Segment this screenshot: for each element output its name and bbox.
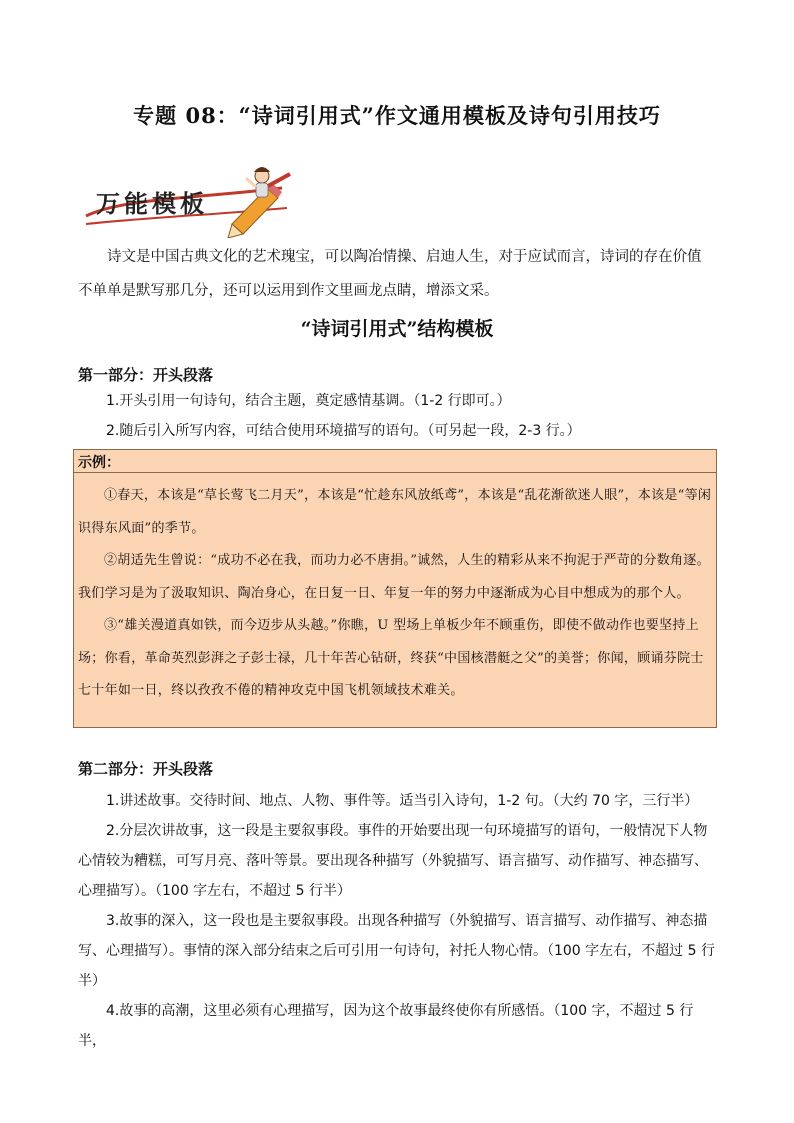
example-paragraph-1: ①春天，本该是“草长莺飞二月天”，本该是“忙趁东风放纸鸢”，本该是“乱花渐欲迷人眼”，本该是“等闲识得东风面”的季节。: [78, 488, 712, 536]
intro-line-2: 不单单是默写那几分，还可以运用到作文里画龙点睛，增添文采。: [78, 283, 499, 299]
part1-item-2: 2.随后引入所写内容，可结合使用环境描写的语句。（可另起一段，2-3 行。）: [106, 423, 581, 439]
example-paragraph-3: ③“雄关漫道真如铁，而今迈步从头越。”你瞧，U 型场上单板少年不顾重伤，即使不做动作也要坚持上场；你看，革命英烈彭湃之子彭士禄，几十年苦心钻研，终获“中国核潜艇之父”的美誉；你闻，顾诵芬院士七十年如一日，终以孜孜不倦的精神攻克中国飞机领域技术难关。: [78, 618, 704, 698]
intro-paragraph: [78, 240, 718, 308]
example-box: [73, 449, 717, 728]
banner: [82, 158, 302, 238]
banner-label: 万能模板: [96, 189, 208, 218]
part2-item-3: 3.故事的深入，这一段也是主要叙事段。出现各种描写（外貌描写、语言描写、动作描写、神态描写、心理描写）。事情的深入部分结束之后可引用一句诗句，衬托人物心情。（100 字左右，不超过 5 行半）: [78, 913, 715, 989]
part1-items: [78, 386, 718, 446]
part2-heading: 第二部分：开头段落: [78, 760, 214, 778]
part2-items: [78, 786, 718, 1056]
page-title: 专题 08：“诗词引用式”作文通用模板及诗句引用技巧: [133, 103, 661, 128]
intro-line-1: 诗文是中国古典文化的艺术瑰宝，可以陶冶情操、启迪人生，对于应试而言，诗词的存在价值: [107, 249, 702, 265]
example-body: [78, 480, 712, 708]
part2-item-4: 4.故事的高潮，这里必须有心理描写，因为这个故事最终使你有所感悟。（100 字，不超过 5 行半，: [78, 1003, 694, 1049]
part1-heading: 第一部分：开头段落: [78, 366, 214, 384]
part2-item-2: 2.分层次讲故事，这一段是主要叙事段。事件的开始要出现一句环境描写的语句，一般情况下人物心情较为糟糕，可写月亮、落叶等景。要出现各种描写（外貌描写、语言描写、动作描写、神态描写、心理描写）。（100 字左右，不超过 5 行半）: [78, 823, 708, 899]
example-header-label: 示例：: [78, 455, 120, 471]
example-header: [74, 450, 716, 473]
example-paragraph-2: ②胡适先生曾说：“成功不必在我，而功力必不唐捐。”诚然，人生的精彩从来不拘泥于严苛的分数角逐。我们学习是为了汲取知识、陶冶身心，在日复一日、年复一年的努力中逐渐成为心目中想成为的那个人。: [78, 553, 710, 601]
part2-item-1: 1.讲述故事。交待时间、地点、人物、事件等。适当引入诗句，1-2 句。（大约 70 字，三行半）: [106, 793, 699, 809]
part1-item-1: 1.开头引用一句诗句，结合主题，奠定感情基调。（1-2 行即可。）: [106, 393, 511, 409]
section-subtitle: “诗词引用式”结构模板: [300, 318, 494, 340]
